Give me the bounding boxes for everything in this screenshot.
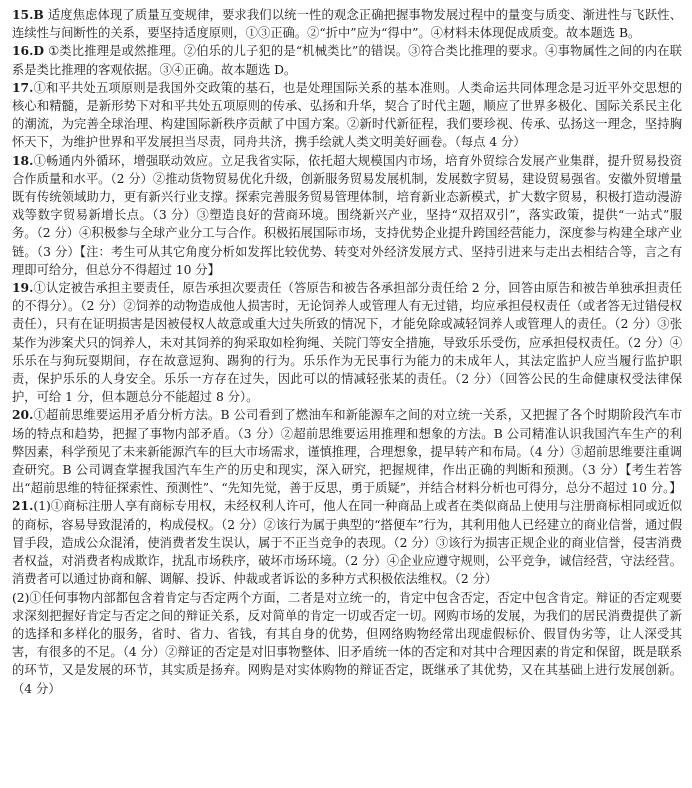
answer-text: ①和平共处五项原则是我国外交政策的基石，也是处理国际关系的基本准则。人类命运共同体理念是习近平外交思想的核心和精髓，是新形势下对和平共处五项原则的传承、弘扬和升华，契合了时代主题，顺应了世界多极化、国际关系民主化的潮流，为完善全球治理、构建国际新秩序贡献了中国方案。②新时代新征程，我们要珍视、传承、弘扬这一理念，坚持胸怀天下，为维护世界和平发展担当尽责，同舟共济，携手绘就人类文明美好画卷。（每点 4 分） xyxy=(12,80,682,150)
answer-16 xyxy=(12,42,682,78)
answer-text: 适度焦虑体现了质量互变规律，要求我们以统一性的观念正确把握事物发展过程中的量变与质变、渐进性与飞跃性、连续性与间断性的关系，要坚持适度原则，①③正确。②“折中”应为“得中”。④材料未体现促成质变。故本题选 B。 xyxy=(12,8,682,41)
question-number: 17. xyxy=(12,79,34,95)
question-number: 15.B xyxy=(12,7,44,22)
answer-19 xyxy=(12,279,682,406)
answer-text: ①类比推理是或然推理。②伯乐的儿子犯的是“机械类比”的错误。③符合类比推理的要求。④事物属性之间的内在联系是类比推理的客观依据。③④正确。故本题选 D。 xyxy=(12,44,682,77)
answer-20 xyxy=(12,406,682,497)
answer-text: ①超前思维要运用矛盾分析方法。B 公司看到了燃油车和新能源车之间的对立统一关系，又把握了各个时期阶段汽车市场的特点和趋势，把握了事物内部矛盾。（3 分）②超前思维要运用推理和想象的方法。B 公司精准认识我国汽车生产的利弊因素，科学预见了未来新能源汽车的巨大市场需求，谨慎推理，合理想象，提早转产和布局。（4 分）③超前思维要注重调查研究。B 公司调查掌握我国汽车生产的历史和现实，深入研究，把握规律，作出正确的判断和预测。（3 分）【考生若答出“超前思维的特征探索性、预测性”、“先知先觉，善于反思，勇于质疑”，并结合材料分析也可得分，总分不超过 10 分。】 xyxy=(12,408,682,496)
answer-text: ①认定被告承担主要责任，原告承担次要责任（答原告和被告各承担部分责任给 2 分，回答由原告和被告单独承担责任的不得分）。（2 分）②饲养的动物造成他人损害时，无论饲养人或管理人有无过错，均应承担侵权责任（或者答无过错侵权责任），只有在证明损害是因被侵权人故意或重大过失所致的情况下，才能免除或减轻饲养人或管理人的责任。（2 分）③张某作为涉案犬只的饲养人，未对其饲养的狗采取如栓狗绳、关院门等安全措施，导致乐乐受伤，应承担侵权责任。（2 分）④乐乐在与狗玩耍期间，存在故意逗狗、踢狗的行为。乐乐作为无民事行为能力的未成年人，其法定监护人应当履行监护职责，保护乐乐的人身安全。乐乐一方存在过失，因此可以的情减轻张某的责任。（2 分）（回答公民的生命健康权受法律保护，可给 1 分，但本题总分不能超过 8 分）。 xyxy=(12,281,682,405)
question-number: 18. xyxy=(12,152,34,168)
question-number: 20. xyxy=(12,407,34,423)
answer-21 xyxy=(12,497,682,588)
scoring-note: 【注：考生可从其它角度分析如发挥比较优势、转变对外经济发展方式、坚持引进来与走出去相结合等，言之有理即可给分，但总分不得超过 10 分】 xyxy=(12,244,682,277)
question-number: 21. xyxy=(12,498,34,514)
answer-text: (1)①商标注册人享有商标专用权，未经权利人许可，他人在同一种商品上或者在类似商品上使用与注册商标相同或近似的商标，容易导致混淆的，构成侵权。（2 分）②该行为属于典型的“搭便车”行为，其利用他人已经建立的商业信誉，通过假冒手段，造成公众混淆，使消费者发生误认，属于不正当竞争的表现。（2 分）③该行为损害正规企业的商业信誉，侵害消费者权益，对消费者构成欺诈，扰乱市场秩序，破坏市场环境。（2 分）④企业应遵守规则，公平竞争，诚信经营，守法经营。消费者可以通过协商和解、调解、投诉、仲裁或者诉讼的多种方式积极依法维权。（2 分） xyxy=(12,499,682,587)
question-number: 19. xyxy=(12,280,34,296)
answer-18 xyxy=(12,152,682,279)
answer-15 xyxy=(12,6,682,42)
answer-text: ①畅通内外循环，增强联动效应。立足我省实际，依托超大规模国内市场，培育外贸综合发展产业集群，提升贸易投资合作质量和水平。（2 分）②推动货物贸易优化升级，创新服务贸易发展机制，发展数字贸易，建设贸易强省。安徽外贸增量既有传统领域助力，更有新兴行业支撑。探索完善服务贸易管理体制，培育新业态新模式，扩大数字贸易，积极打造动漫游戏等数字贸易新增长点。（3 分）③塑造良好的营商环境。围绕新兴产业，坚持“双招双引”，落实政策，提供“一站式”服务。（2 分）④积极参与全球产业分工与合作。积极拓展国际市场，支持优势企业提升跨国经营能力，深度参与构建全球产业链。（3 分） xyxy=(12,153,682,259)
answer-17 xyxy=(12,79,682,152)
answer-21-part-2: (2)①任何事物内部都包含着肯定与否定两个方面，二者是对立统一的，肯定中包含否定，否定中包含肯定。辩证的否定观要求深刻把握好肯定与否定之间的辩证关系，反对简单的肯定一切或否定一切。网购市场的发展，为我们的居民消费提供了新的选择和多样化的服务，省时、省力、省钱，有其自身的优势，但网络购物经常出现虚假标价、假冒伪劣等，让人深受其害，有很多的不足。（4 分）②辩证的否定是对旧事物整体、旧矛盾统一体的否定和对其中合理因素的肯定和保留，既是联系的环节，又是发展的环节，其实质是扬弃。网购是对实体购物的辩证否定，既继承了其优势，又在其基础上进行发展创新。（4 分） xyxy=(12,590,682,696)
question-number: 16.D xyxy=(12,43,45,59)
